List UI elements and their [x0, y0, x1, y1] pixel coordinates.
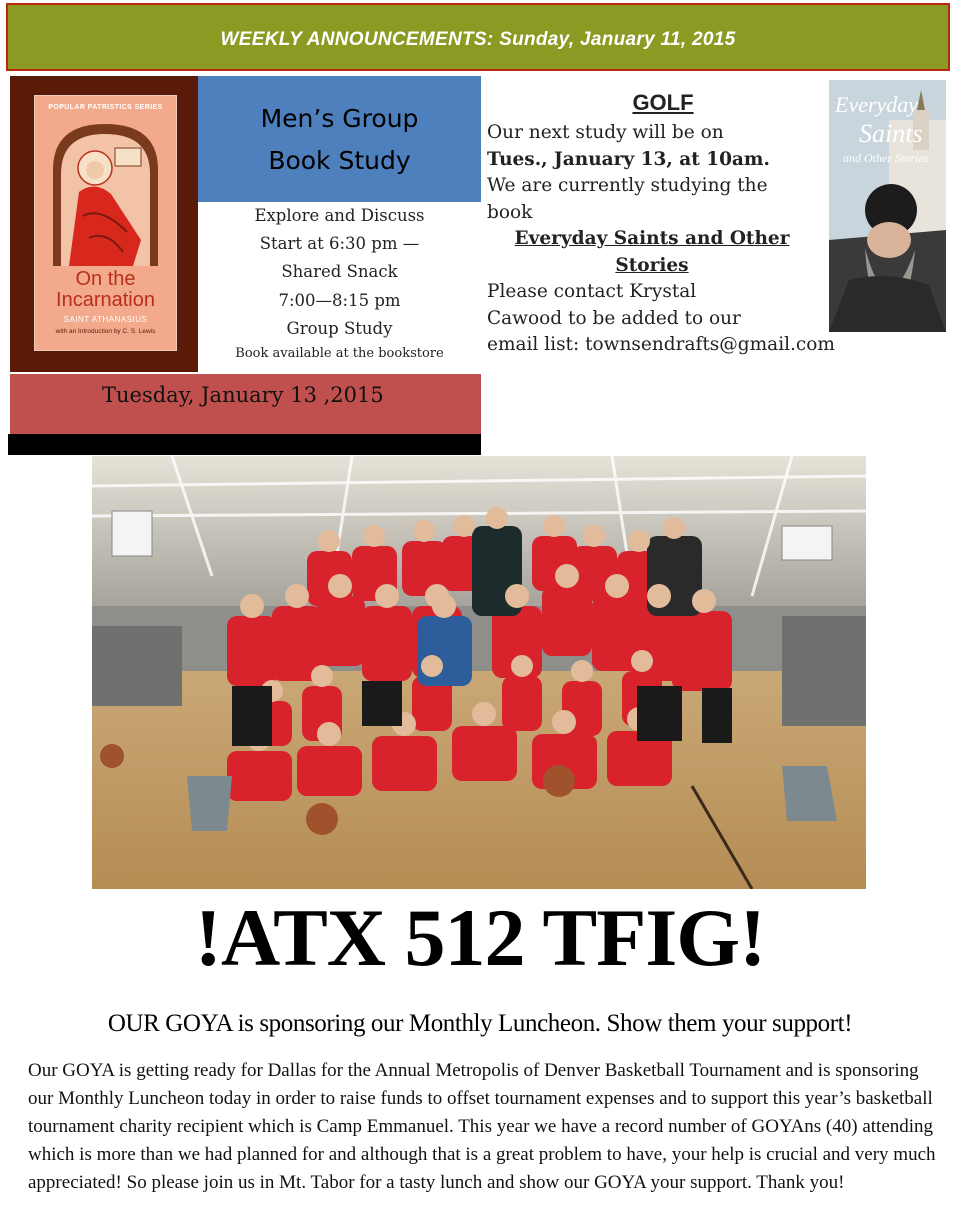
mens-group-date-bar	[10, 374, 481, 434]
mens-group-item: 7:00—8:15 pm	[278, 290, 401, 310]
goya-body-text: Our GOYA is getting ready for Dallas for the Annual Metropolis of Denver Basketball Tournament and is sponsoring our Monthly Luncheon today in order to raise funds to offset tournament expenses and to support this year’s basketball tournament charity recipient which is Camp Emmanuel. This year we have a record number of GOYAns (40) attending which is more than we had planned for and although that is a great problem to have, your help is crucial and very much appreciated! So please join us in Mt. Tabor for a tasty lunch and show our GOYA your support. Thank you!	[28, 1060, 936, 1193]
book-title-line-2: Incarnation	[56, 289, 155, 311]
mens-group-item: Shared Snack	[281, 262, 398, 282]
golf-text-line: book	[487, 201, 533, 223]
golf-email-line: email list: townsendrafts@gmail.com	[487, 334, 835, 355]
book-title-line-1: On the	[75, 268, 136, 290]
mens-group-item: Explore and Discuss	[254, 206, 425, 225]
saints-cover-subtitle: and Other Stories	[843, 151, 929, 165]
book-title	[35, 269, 176, 311]
golf-contact-line: Cawood to be added to our	[487, 307, 741, 329]
mens-group-note: Book available at the bookstore	[235, 346, 444, 362]
goya-basketball-team-photo	[92, 456, 866, 889]
goya-tagline: !ATX 512 TFIG!	[194, 892, 766, 983]
mens-group-item: Group Study	[286, 318, 393, 338]
golf-book-title: Stories	[615, 254, 689, 276]
divider-bar	[8, 434, 481, 455]
mens-group-title	[198, 98, 481, 182]
golf-text-line: We are currently studying the	[487, 175, 768, 196]
everyday-saints-book-cover	[829, 80, 946, 332]
mens-group-title-line-1: Men’s Group	[260, 104, 419, 133]
golf-book-title: Everyday Saints and Other	[514, 228, 790, 249]
golf-contact-line: Please contact Krystal	[487, 281, 697, 302]
book-series: POPULAR PATRISTICS SERIES	[48, 104, 163, 111]
mens-group-title-line-2: Book Study	[268, 146, 411, 175]
golf-date-line: Tues., January 13, at 10am.	[487, 148, 770, 170]
golf-section	[487, 86, 835, 359]
saint-icon-illustration	[49, 120, 162, 266]
book-intro: with an Introduction by C. S. Lewis	[55, 328, 156, 335]
mens-group-details	[198, 202, 481, 365]
golf-text-line: Our next study will be on	[487, 122, 724, 143]
mens-group-date: Tuesday, January 13 ,2015	[102, 383, 384, 407]
on-the-incarnation-book-cover	[34, 95, 177, 351]
goya-headline: OUR GOYA is sponsoring our Monthly Luncheon. Show them your support!	[107, 1010, 853, 1037]
everyday-saints-cover-art	[829, 80, 946, 332]
mens-group-title-box	[198, 76, 481, 202]
goya-group-photo	[92, 456, 866, 889]
golf-title: GOLF	[632, 90, 694, 115]
mens-group-item: Start at 6:30 pm —	[259, 234, 420, 254]
saints-cover-title: Everyday	[835, 92, 919, 117]
saints-cover-title: Saints	[859, 119, 923, 148]
page-title: WEEKLY ANNOUNCEMENTS: Sunday, January 11, 2015	[220, 29, 736, 50]
header-banner	[6, 3, 950, 71]
book-author: SAINT ATHANASIUS	[63, 315, 148, 324]
